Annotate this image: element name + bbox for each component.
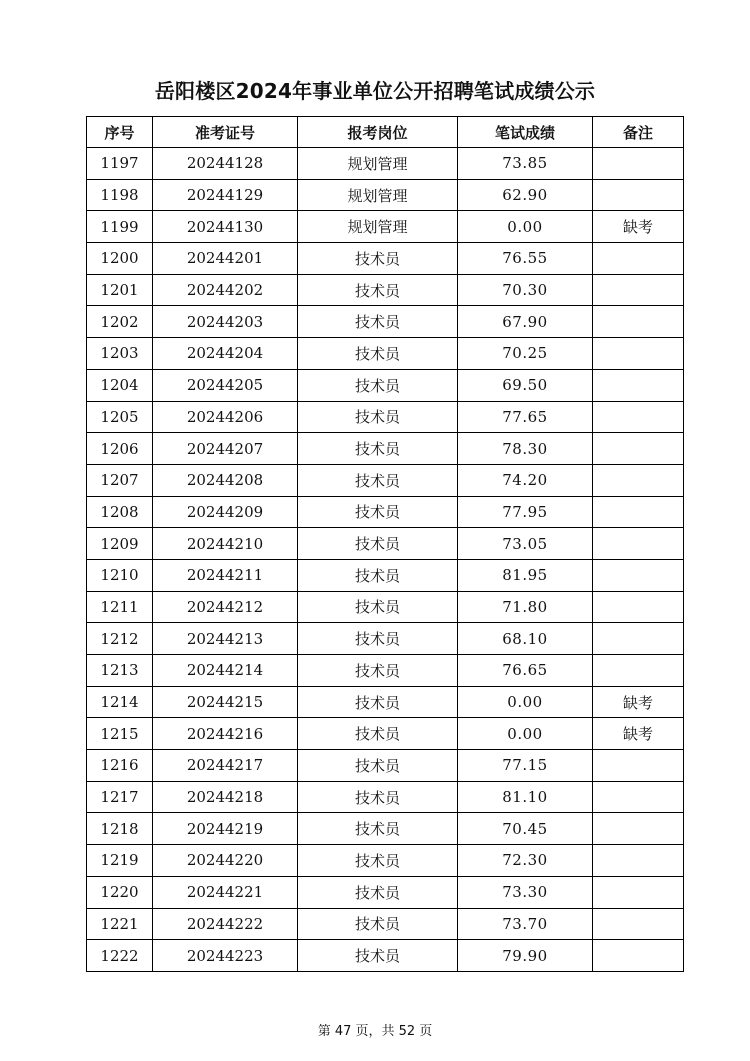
table-row	[87, 243, 684, 275]
cell-score: 0.00	[458, 211, 593, 243]
cell-position: 技术员	[298, 243, 458, 275]
cell-remark: 缺考	[593, 686, 684, 718]
cell-seq: 1197	[87, 148, 153, 180]
cell-ticket-number: 20244203	[153, 306, 298, 338]
cell-position: 技术员	[298, 369, 458, 401]
cell-ticket-number: 20244218	[153, 781, 298, 813]
table-row	[87, 876, 684, 908]
cell-score: 81.10	[458, 781, 593, 813]
cell-position: 技术员	[298, 781, 458, 813]
table-row	[87, 845, 684, 877]
table-row	[87, 591, 684, 623]
table-row	[87, 750, 684, 782]
cell-remark	[593, 623, 684, 655]
cell-ticket-number: 20244213	[153, 623, 298, 655]
header-seq: 序号	[87, 117, 153, 148]
cell-seq: 1212	[87, 623, 153, 655]
cell-remark: 缺考	[593, 211, 684, 243]
cell-seq: 1202	[87, 306, 153, 338]
cell-score: 71.80	[458, 591, 593, 623]
cell-remark	[593, 369, 684, 401]
cell-score: 70.45	[458, 813, 593, 845]
cell-score: 76.55	[458, 243, 593, 275]
cell-ticket-number: 20244212	[153, 591, 298, 623]
cell-position: 技术员	[298, 813, 458, 845]
cell-position: 技术员	[298, 718, 458, 750]
header-remark: 备注	[593, 117, 684, 148]
cell-score: 77.15	[458, 750, 593, 782]
cell-seq: 1216	[87, 750, 153, 782]
cell-seq: 1222	[87, 940, 153, 972]
table-row	[87, 401, 684, 433]
table-row	[87, 464, 684, 496]
table-row	[87, 718, 684, 750]
table-row	[87, 306, 684, 338]
cell-remark	[593, 179, 684, 211]
cell-score: 79.90	[458, 940, 593, 972]
cell-seq: 1199	[87, 211, 153, 243]
cell-remark	[593, 655, 684, 687]
cell-seq: 1218	[87, 813, 153, 845]
cell-remark	[593, 496, 684, 528]
cell-ticket-number: 20244216	[153, 718, 298, 750]
cell-remark	[593, 908, 684, 940]
cell-seq: 1206	[87, 433, 153, 465]
cell-score: 76.65	[458, 655, 593, 687]
cell-position: 技术员	[298, 464, 458, 496]
table-row	[87, 369, 684, 401]
table-row	[87, 274, 684, 306]
cell-remark	[593, 148, 684, 180]
cell-ticket-number: 20244211	[153, 559, 298, 591]
cell-seq: 1203	[87, 338, 153, 370]
cell-seq: 1213	[87, 655, 153, 687]
cell-score: 77.65	[458, 401, 593, 433]
cell-ticket-number: 20244206	[153, 401, 298, 433]
cell-score: 68.10	[458, 623, 593, 655]
cell-seq: 1219	[87, 845, 153, 877]
cell-position: 技术员	[298, 306, 458, 338]
cell-remark	[593, 433, 684, 465]
cell-seq: 1198	[87, 179, 153, 211]
cell-position: 技术员	[298, 401, 458, 433]
cell-score: 72.30	[458, 845, 593, 877]
cell-ticket-number: 20244219	[153, 813, 298, 845]
cell-ticket-number: 20244205	[153, 369, 298, 401]
table-row	[87, 559, 684, 591]
cell-seq: 1211	[87, 591, 153, 623]
cell-remark	[593, 464, 684, 496]
cell-seq: 1221	[87, 908, 153, 940]
cell-ticket-number: 20244214	[153, 655, 298, 687]
cell-ticket-number: 20244202	[153, 274, 298, 306]
cell-seq: 1208	[87, 496, 153, 528]
cell-position: 技术员	[298, 528, 458, 560]
cell-remark	[593, 813, 684, 845]
cell-score: 73.05	[458, 528, 593, 560]
cell-ticket-number: 20244207	[153, 433, 298, 465]
cell-score: 70.25	[458, 338, 593, 370]
cell-remark	[593, 559, 684, 591]
cell-ticket-number: 20244220	[153, 845, 298, 877]
cell-score: 78.30	[458, 433, 593, 465]
cell-remark	[593, 591, 684, 623]
cell-score: 74.20	[458, 464, 593, 496]
table-row	[87, 148, 684, 180]
cell-ticket-number: 20244204	[153, 338, 298, 370]
table-row	[87, 179, 684, 211]
table-row	[87, 655, 684, 687]
cell-position: 技术员	[298, 750, 458, 782]
cell-remark	[593, 306, 684, 338]
cell-ticket-number: 20244215	[153, 686, 298, 718]
cell-position: 规划管理	[298, 179, 458, 211]
cell-remark	[593, 845, 684, 877]
cell-score: 62.90	[458, 179, 593, 211]
cell-seq: 1201	[87, 274, 153, 306]
cell-seq: 1200	[87, 243, 153, 275]
table-row	[87, 908, 684, 940]
table-row	[87, 813, 684, 845]
cell-remark	[593, 781, 684, 813]
cell-seq: 1210	[87, 559, 153, 591]
cell-remark	[593, 401, 684, 433]
table-row	[87, 338, 684, 370]
table-row	[87, 686, 684, 718]
cell-ticket-number: 20244129	[153, 179, 298, 211]
cell-score: 69.50	[458, 369, 593, 401]
cell-score: 0.00	[458, 718, 593, 750]
cell-remark	[593, 528, 684, 560]
cell-score: 67.90	[458, 306, 593, 338]
cell-position: 技术员	[298, 655, 458, 687]
header-score: 笔试成绩	[458, 117, 593, 148]
header-ticket-number: 准考证号	[153, 117, 298, 148]
table-row	[87, 211, 684, 243]
table-row	[87, 940, 684, 972]
cell-ticket-number: 20244223	[153, 940, 298, 972]
table-row	[87, 623, 684, 655]
cell-score: 73.30	[458, 876, 593, 908]
cell-position: 技术员	[298, 876, 458, 908]
cell-score: 73.70	[458, 908, 593, 940]
cell-seq: 1215	[87, 718, 153, 750]
cell-position: 技术员	[298, 433, 458, 465]
cell-remark	[593, 243, 684, 275]
cell-seq: 1209	[87, 528, 153, 560]
cell-remark	[593, 940, 684, 972]
cell-seq: 1217	[87, 781, 153, 813]
cell-position: 规划管理	[298, 211, 458, 243]
cell-position: 技术员	[298, 559, 458, 591]
cell-ticket-number: 20244222	[153, 908, 298, 940]
cell-position: 技术员	[298, 686, 458, 718]
cell-position: 技术员	[298, 845, 458, 877]
page-footer: 第 47 页，共 52 页	[317, 1024, 433, 1039]
table-header-row	[87, 117, 684, 148]
cell-remark	[593, 876, 684, 908]
cell-position: 技术员	[298, 591, 458, 623]
cell-seq: 1204	[87, 369, 153, 401]
cell-ticket-number: 20244130	[153, 211, 298, 243]
cell-score: 70.30	[458, 274, 593, 306]
cell-seq: 1220	[87, 876, 153, 908]
cell-ticket-number: 20244209	[153, 496, 298, 528]
table-row	[87, 496, 684, 528]
cell-score: 81.95	[458, 559, 593, 591]
cell-position: 技术员	[298, 496, 458, 528]
cell-score: 0.00	[458, 686, 593, 718]
cell-remark: 缺考	[593, 718, 684, 750]
cell-seq: 1207	[87, 464, 153, 496]
cell-position: 规划管理	[298, 148, 458, 180]
cell-remark	[593, 750, 684, 782]
page-title: 岳阳楼区2024年事业单位公开招聘笔试成绩公示	[154, 79, 596, 103]
cell-ticket-number: 20244128	[153, 148, 298, 180]
table-row	[87, 433, 684, 465]
cell-ticket-number: 20244210	[153, 528, 298, 560]
cell-remark	[593, 274, 684, 306]
cell-position: 技术员	[298, 940, 458, 972]
cell-score: 73.85	[458, 148, 593, 180]
cell-ticket-number: 20244221	[153, 876, 298, 908]
cell-ticket-number: 20244201	[153, 243, 298, 275]
cell-score: 77.95	[458, 496, 593, 528]
scores-table	[86, 116, 684, 972]
cell-remark	[593, 338, 684, 370]
cell-position: 技术员	[298, 908, 458, 940]
table-row	[87, 781, 684, 813]
cell-seq: 1214	[87, 686, 153, 718]
table-body	[87, 148, 684, 972]
cell-position: 技术员	[298, 274, 458, 306]
header-position: 报考岗位	[298, 117, 458, 148]
table-row	[87, 528, 684, 560]
cell-ticket-number: 20244217	[153, 750, 298, 782]
cell-seq: 1205	[87, 401, 153, 433]
cell-ticket-number: 20244208	[153, 464, 298, 496]
cell-position: 技术员	[298, 338, 458, 370]
cell-position: 技术员	[298, 623, 458, 655]
